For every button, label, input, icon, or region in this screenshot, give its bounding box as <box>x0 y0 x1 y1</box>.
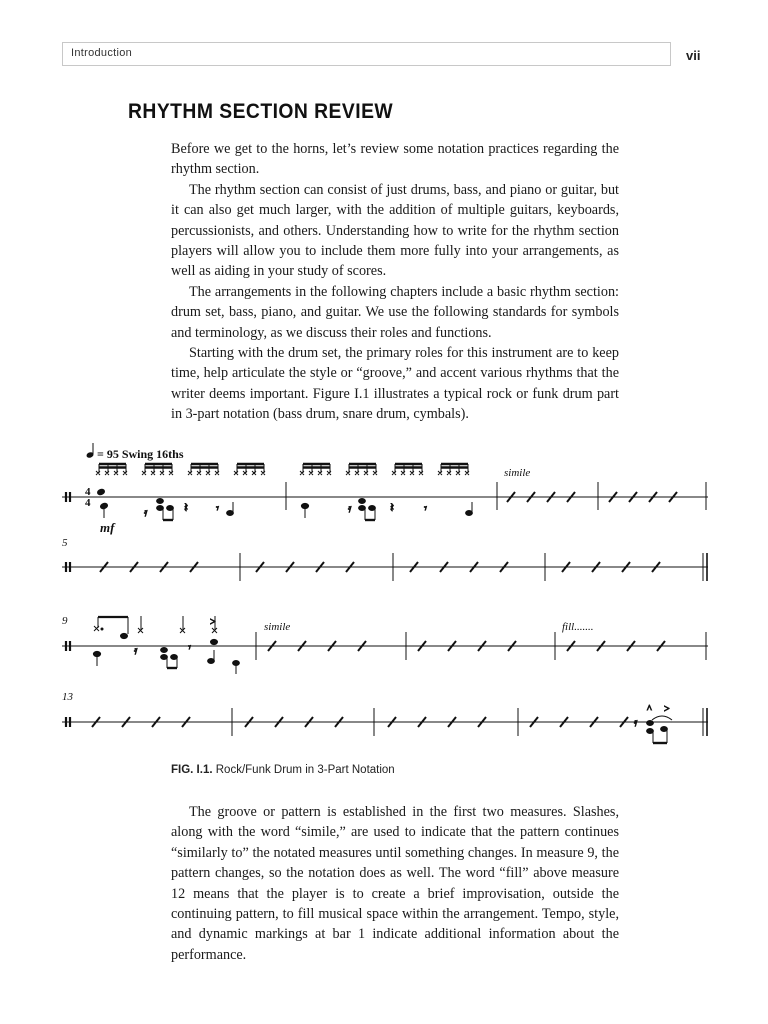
measure-number-9: 9 <box>62 615 68 627</box>
measure-number-5: 5 <box>62 537 68 549</box>
tempo-text: = 95 Swing 16ths <box>97 447 184 461</box>
notated-measure-9 <box>93 616 239 674</box>
time-signature-bottom: 4 <box>85 497 91 509</box>
svg-text:>: > <box>664 704 670 715</box>
system-1 <box>62 464 708 535</box>
section-heading: RHYTHM SECTION REVIEW <box>128 100 394 123</box>
paragraph: The arrangements in the following chapters include a basic rhythm section: drum set, bass, piano, and guitar. We use the following standards for symbols and terminology, as we discuss their roles and functions. <box>171 283 619 341</box>
paragraph: Starting with the drum set, the primary roles for this instrument are to keep time, help articulate the style or “groove,” and accent various rhythms that the writer deems important. Figure I.1 illustrates a typical rock or funk drum part in 3-part notation (bass drum, snare drum, cymbals). <box>171 345 619 423</box>
page-number: vii <box>686 48 701 63</box>
system-4 <box>62 691 708 743</box>
groove-measure-2 <box>300 464 469 475</box>
svg-text:𝄽: 𝄽 <box>390 500 394 515</box>
paragraph: The groove or pattern is established in the first two measures. Slashes, along with the word “simile,” are used to indicate that the pattern continues “similarly to” the notated measures until something changes. In measure 9, the pattern changes, so the notation does as well. The word “fill” above measure 12 means that the player is to create a brief improvisation, outside the continuing pattern, to fill musical space within the arrangement. Tempo, style, and dynamic markings at bar 1 indicate additional information about the performance. <box>171 804 619 963</box>
svg-text:𝄿: 𝄿 <box>634 717 638 729</box>
groove-measure-1 <box>96 464 265 475</box>
svg-text:^: ^ <box>647 704 652 715</box>
figure-caption <box>171 764 395 776</box>
time-signature-top: 4 <box>85 486 91 498</box>
after-text <box>171 802 619 965</box>
figure-number: FIG. I.1. <box>171 764 213 776</box>
header-section-label: Introduction <box>71 47 133 59</box>
bass-snare-notes-m1 <box>97 488 234 520</box>
svg-text:𝄿: 𝄿 <box>134 645 138 657</box>
drum-score-figure <box>60 440 720 750</box>
intro-text <box>171 139 619 425</box>
system-2 <box>62 537 708 581</box>
svg-text:𝄾: 𝄾 <box>424 503 427 515</box>
ending-figure <box>634 704 672 743</box>
svg-text:>: > <box>210 617 216 628</box>
fill-label: fill....... <box>562 621 594 633</box>
svg-text:𝄿: 𝄿 <box>348 503 352 515</box>
paragraph: Before we get to the horns, let’s review some notation practices regarding the rhythm section. <box>171 141 619 178</box>
bass-snare-notes-m2 <box>301 499 472 521</box>
svg-text:𝄾: 𝄾 <box>216 503 219 515</box>
measure-number-13: 13 <box>62 691 73 703</box>
simile-label-system-1: simile <box>504 467 531 479</box>
system-3 <box>62 615 708 674</box>
simile-label-system-3: simile <box>264 621 291 633</box>
svg-text:𝄿: 𝄿 <box>144 507 148 519</box>
svg-text:𝄽: 𝄽 <box>184 500 188 515</box>
dynamic-marking: mf <box>100 520 115 535</box>
tempo-marking <box>86 443 184 461</box>
figure-caption-text: Rock/Funk Drum in 3-Part Notation <box>215 764 395 776</box>
svg-text:𝄾: 𝄾 <box>188 642 191 654</box>
running-header <box>62 42 671 66</box>
paragraph: The rhythm section can consist of just drums, bass, and piano or guitar, but it can also get much larger, with the addition of multiple guitars, keyboards, percussionists, and others. Understanding how to write for the rhythm section players will allow you to include them more fully into your arrangements, as well as aiding in your study of scores. <box>171 181 619 280</box>
